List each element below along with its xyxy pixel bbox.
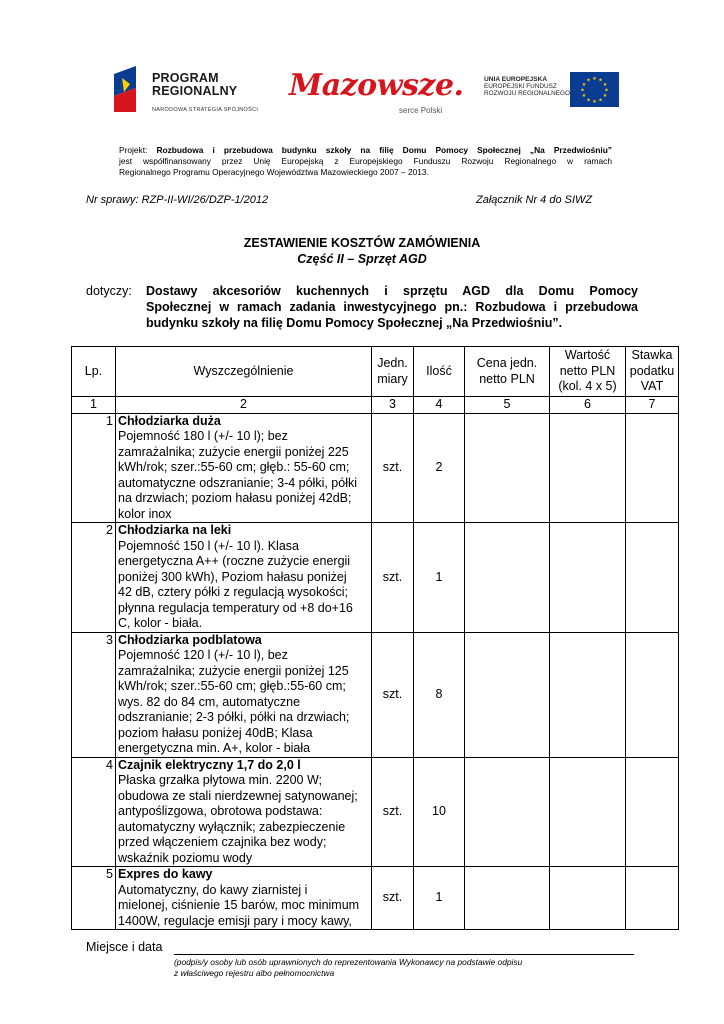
row-price-cell[interactable] [465,523,550,633]
row-description [116,632,372,757]
place-date-label: Miejsce i data [86,940,163,954]
eu-logo [484,72,644,112]
row-description-line: Automatyczny, do kawy ziarnistej i [118,882,308,897]
row-description-line: przed włączeniem czajnika bez wody; [118,835,327,849]
project-name: Rozbudowa i przebudowa budynku szkoły na filię Domu Pomocy Społecznej „Na Przedwiośniu” [156,145,612,155]
attachment-label: Załącznik Nr 4 do SIWZ [476,194,593,206]
project-info [119,145,612,178]
svg-text:★: ★ [581,82,587,88]
row-item-name: Chłodziarka na leki [118,523,232,537]
row-description [116,867,372,930]
signature-note [174,957,522,979]
signature-note-line2: z właściwego rejestru albo pełnomocnictwa [174,968,335,978]
eu-logo-line1: UNIA EUROPEJSKA [484,76,548,83]
signature-note-line1: (podpis/y osoby lub osób uprawnionych do reprezentowania Wykonawcy na podstawie odpisu [174,957,523,967]
svg-text:★: ★ [580,87,585,94]
document-part: Część II – Sprzęt AGD [297,252,427,266]
mazowsze-tagline: serce Polski [399,106,443,115]
program-regionalny-mark-icon [114,66,144,112]
row-description-line: poniżej 300 kWh), Poziom hałasu poniżej [118,569,347,584]
row-vat-cell[interactable] [626,632,679,757]
header-price: Cena jedn. netto PLN [465,347,550,397]
row-item-name: Expres do kawy [118,867,213,881]
row-item-name: Chłodziarka podblatowa [118,632,262,647]
table-row [72,413,679,523]
header-vat: Stawka podatku VAT [626,347,679,397]
header-item: Wyszczególnienie [116,347,372,397]
svg-text:★: ★ [598,97,603,104]
row-lp: 2 [72,523,116,633]
row-price-cell[interactable] [465,757,550,867]
row-unit: szt. [372,523,414,633]
column-number: 3 [372,397,414,414]
header-unit: Jedn. miary [372,347,414,397]
row-description-line: kWh/rok; szer.:55-60 cm; głęb.:55-60 cm; [118,679,346,693]
column-number: 7 [626,397,679,414]
column-number: 2 [116,397,372,414]
subject-line2: Społecznej w ramach zadania inwestycyjnego pn.: Rozbudowa i przebudowa [146,300,638,314]
row-unit: szt. [372,632,414,757]
row-description-line: automatyczne odszranianie; 3-4 półki, półki [118,475,358,490]
header-logos [86,58,644,122]
row-description-line: zamrażalnika; zużycie energii poniżej 225 [118,444,349,459]
row-value-cell[interactable] [550,523,626,633]
row-description [116,757,372,867]
row-price-cell[interactable] [465,867,550,930]
row-lp: 3 [72,632,116,757]
mazowsze-wordmark: Mazowsze. [289,68,464,103]
row-description-line: energetyczna min. A+, kolor - biała [118,741,311,755]
header-lp: Lp. [72,347,116,397]
table-row [72,523,679,633]
table-row [72,632,679,757]
row-unit: szt. [372,867,414,930]
row-qty: 2 [414,413,465,523]
subject-label: dotyczy: [86,284,132,298]
row-qty: 10 [414,757,465,867]
row-description-line: C, kolor - biała. [118,616,203,630]
row-unit: szt. [372,413,414,523]
row-description-line: 42 dB, cztery półki z regulacją wysokości; [118,585,348,599]
row-description-line: obudowa ze stali nierdzewnej satynowanej; [118,788,358,803]
signature-line[interactable] [174,954,634,955]
program-logo-sub: NARODOWA STRATEGIA SPÓJNOŚCI [152,107,259,113]
row-vat-cell[interactable] [626,523,679,633]
row-qty: 1 [414,523,465,633]
row-vat-cell[interactable] [626,867,679,930]
svg-text:★: ★ [592,76,597,82]
eu-flag-icon [570,72,619,107]
table-row [72,757,679,867]
row-description-line: kWh/rok; szer.:55-60 cm; głęb.: 55-60 cm; [118,460,350,474]
case-number: Nr sprawy: RZP-II-WI/26/DZP-1/2012 [86,194,269,206]
row-description [116,413,372,523]
row-value-cell[interactable] [550,757,626,867]
program-logo-line2: REGIONALNY [152,84,238,98]
column-number: 5 [465,397,550,414]
table-row [72,867,679,930]
row-item-name: Chłodziarka duża [118,413,221,428]
row-value-cell[interactable] [550,867,626,930]
column-number: 6 [550,397,626,414]
row-description-line: zamrażalnika; zużycie energii poniżej 125 [118,663,349,678]
row-description-line: 1400W, regulacje emisji pary i mocy kawy, [118,913,352,928]
project-prefix: Projekt: [119,145,157,155]
project-line2: jest współfinansowany przez Unię Europejską z Europejskiego Funduszu Rozwoju Regionalnego w ramach [119,156,612,166]
row-lp: 1 [72,413,116,523]
row-description-line: wskaźnik poziomu wody [118,850,253,865]
program-regionalny-logo [114,66,264,120]
project-line3: Regionalnego Programu Operacyjnego Województwa Mazowieckiego 2007 – 2013. [119,167,429,177]
row-description-line: Płaska grzałka płytowa min. 2200 W; [118,773,323,787]
subject-line3: budynku szkoły na filię Domu Pomocy Społecznej „Na Przedwiośniu”. [146,316,563,330]
row-item-name: Czajnik elektryczny 1,7 do 2,0 l [118,757,301,772]
svg-text:★: ★ [604,87,609,94]
svg-text:★: ★ [602,93,608,99]
row-vat-cell[interactable] [626,413,679,523]
header-value: Wartość netto PLN (kol. 4 x 5) [550,347,626,397]
row-description-line: mielonej, ciśnienie 15 barów, moc minimum [118,898,360,912]
row-description-line: na drzwiach; poziom hałasu poniżej 42dB; [118,491,352,505]
row-description-line: wys. 82 do 84 cm, automatyczne [118,694,301,709]
row-description-line: antypoślizgowa, obrotowa podstawa: [118,804,323,818]
row-description-line: poziom hałasu poniżej 40dB; Klasa [118,725,313,740]
row-price-cell[interactable] [465,413,550,523]
table-header-row [72,347,679,397]
svg-text:★: ★ [602,82,608,88]
svg-text:★: ★ [586,77,591,84]
row-description-line: energetyczna A++ (roczne zużycie energii [118,554,351,568]
cost-table [71,346,679,930]
column-number: 1 [72,397,116,414]
column-number-row [72,397,679,414]
row-lp: 4 [72,757,116,867]
row-description-line: Pojemność 150 l (+/- 10 l). Klasa [118,538,299,553]
row-description-line: automatyczny wyłącznik; zabezpieczenie [118,819,346,834]
row-description-line: Pojemność 180 l (+/- 10 l); bez [118,429,288,443]
row-description [116,523,372,633]
eu-logo-line2: EUROPEJSKI FUNDUSZ [484,83,557,91]
row-value-cell[interactable] [550,632,626,757]
eu-logo-line3: ROZWOJU REGIONALNEGO [484,90,570,98]
row-unit: szt. [372,757,414,867]
row-qty: 1 [414,867,465,930]
mazowsze-logo [289,68,464,116]
row-description-line: Pojemność 120 l (+/- 10 l), bez [118,648,288,662]
row-description-line: płynna regulacja temperatury od +8 do+16 [118,600,353,615]
svg-text:★: ★ [586,97,591,104]
program-logo-line1: PROGRAM [152,71,219,85]
svg-text:★: ★ [598,77,603,84]
svg-text:★: ★ [581,93,587,99]
svg-text:★: ★ [592,99,597,105]
row-value-cell[interactable] [550,413,626,523]
row-lp: 5 [72,867,116,930]
row-vat-cell[interactable] [626,757,679,867]
row-description-line: odszranianie; 2-3 półki, półki na drzwiach; [118,710,350,724]
row-description-line: kolor inox [118,506,172,521]
column-number: 4 [414,397,465,414]
row-qty: 8 [414,632,465,757]
subject-line1: Dostawy akcesoriów kuchennych i sprzętu AGD dla Domu Pomocy [146,284,638,298]
document-title: ZESTAWIENIE KOSZTÓW ZAMÓWIENIA [243,236,481,250]
row-price-cell[interactable] [465,632,550,757]
header-qty: Ilość [414,347,465,397]
